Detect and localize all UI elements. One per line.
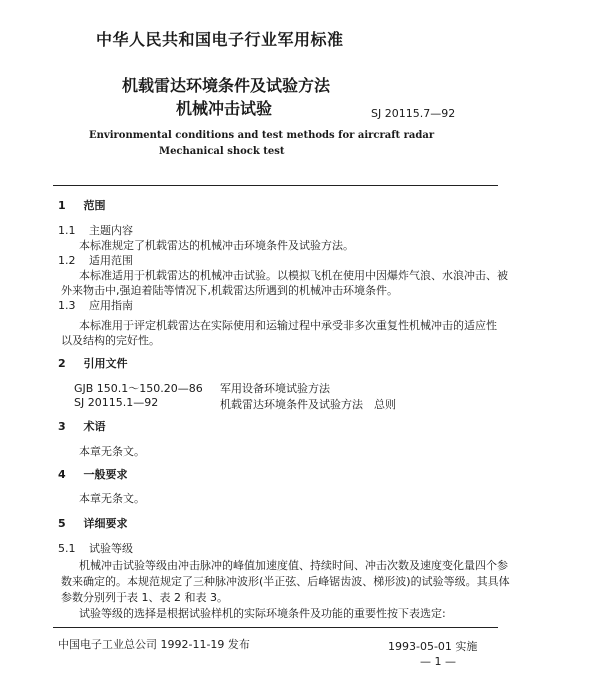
section-1-2-body-line2: 外来物击中,强迫着陆等情况下,机载雷达所遇到的机械冲击环境条件。	[61, 284, 398, 297]
section-number: 3	[58, 420, 66, 433]
footer-rule	[53, 627, 498, 628]
section-1-3-body-line2: 以及结构的完好性。	[61, 334, 160, 347]
section-5-heading	[58, 515, 128, 531]
section-title: 范围	[83, 199, 106, 212]
section-5-1-body-line2: 数来确定的。本规范规定了三种脉冲波形(半正弦、后峰锯齿波、梯形波)的试验等级。其具体	[61, 575, 510, 588]
section-1-2-body-line1: 本标准适用于机载雷达的机械冲击试验。以模拟飞机在使用中因爆炸气浪、水浪冲击、被	[79, 269, 508, 282]
section-number: 4	[58, 468, 66, 481]
section-title: 应用指南	[89, 299, 133, 312]
section-3-body: 本章无条文。	[79, 445, 145, 458]
standard-subtitle: 机械冲击试验	[176, 99, 273, 118]
section-number: 1.2	[58, 254, 76, 267]
reference-name: 机载雷达环境条件及试验方法 总则	[220, 398, 396, 411]
issuing-body-title: 中华人民共和国电子行业军用标准	[96, 30, 344, 49]
english-subtitle: Mechanical shock test	[159, 146, 285, 157]
section-5-1-body-line4: 试验等级的选择是根据试验样机的实际环境条件及功能的重要性按下表选定:	[79, 607, 446, 620]
section-1-3-heading	[58, 297, 133, 313]
section-4-heading	[58, 466, 128, 482]
section-1-3-body-line1: 本标准用于评定机载雷达在实际使用和运输过程中承受非多次重复性机械冲击的适应性	[79, 319, 497, 332]
english-title: Environmental conditions and test methods for aircraft radar	[89, 130, 435, 141]
section-number: 2	[58, 357, 66, 370]
section-title: 试验等级	[89, 542, 133, 555]
section-number: 1.3	[58, 299, 76, 312]
standard-title: 机载雷达环境条件及试验方法	[122, 76, 331, 95]
section-5-1-body-line3: 参数分别列于表 1、表 2 和表 3。	[61, 591, 228, 604]
section-3-heading	[58, 418, 106, 434]
page-number: — 1 —	[420, 655, 456, 668]
section-title: 引用文件	[83, 357, 128, 370]
section-1-1-body: 本标准规定了机载雷达的机械冲击环境条件及试验方法。	[79, 239, 354, 252]
section-number: 5	[58, 517, 66, 530]
section-number: 1	[58, 199, 66, 212]
section-1-heading	[58, 197, 106, 213]
reference-name: 军用设备环境试验方法	[220, 382, 330, 395]
section-title: 术语	[83, 420, 106, 433]
section-5-1-body-line1: 机械冲击试验等级由冲击脉冲的峰值加速度值、持续时间、冲击次数及速度变化量四个参	[79, 559, 508, 572]
header-rule	[53, 185, 498, 186]
section-1-1-heading	[58, 222, 133, 238]
section-2-heading	[58, 355, 128, 371]
issue-date: 中国电子工业总公司 1992-11-19 发布	[58, 638, 250, 651]
section-title: 详细要求	[83, 517, 128, 530]
section-number: 5.1	[58, 542, 76, 555]
standard-code: SJ 20115.7—92	[371, 107, 456, 120]
reference-code: GJB 150.1～150.20—86	[74, 382, 203, 395]
section-1-2-heading	[58, 252, 133, 268]
effective-date: 1993-05-01 实施	[388, 640, 478, 653]
section-number: 1.1	[58, 224, 76, 237]
section-title: 主题内容	[89, 224, 133, 237]
section-4-body: 本章无条文。	[79, 492, 145, 505]
reference-code: SJ 20115.1—92	[74, 396, 159, 409]
section-title: 一般要求	[83, 468, 128, 481]
section-5-1-heading	[58, 540, 133, 556]
section-title: 适用范围	[89, 254, 133, 267]
